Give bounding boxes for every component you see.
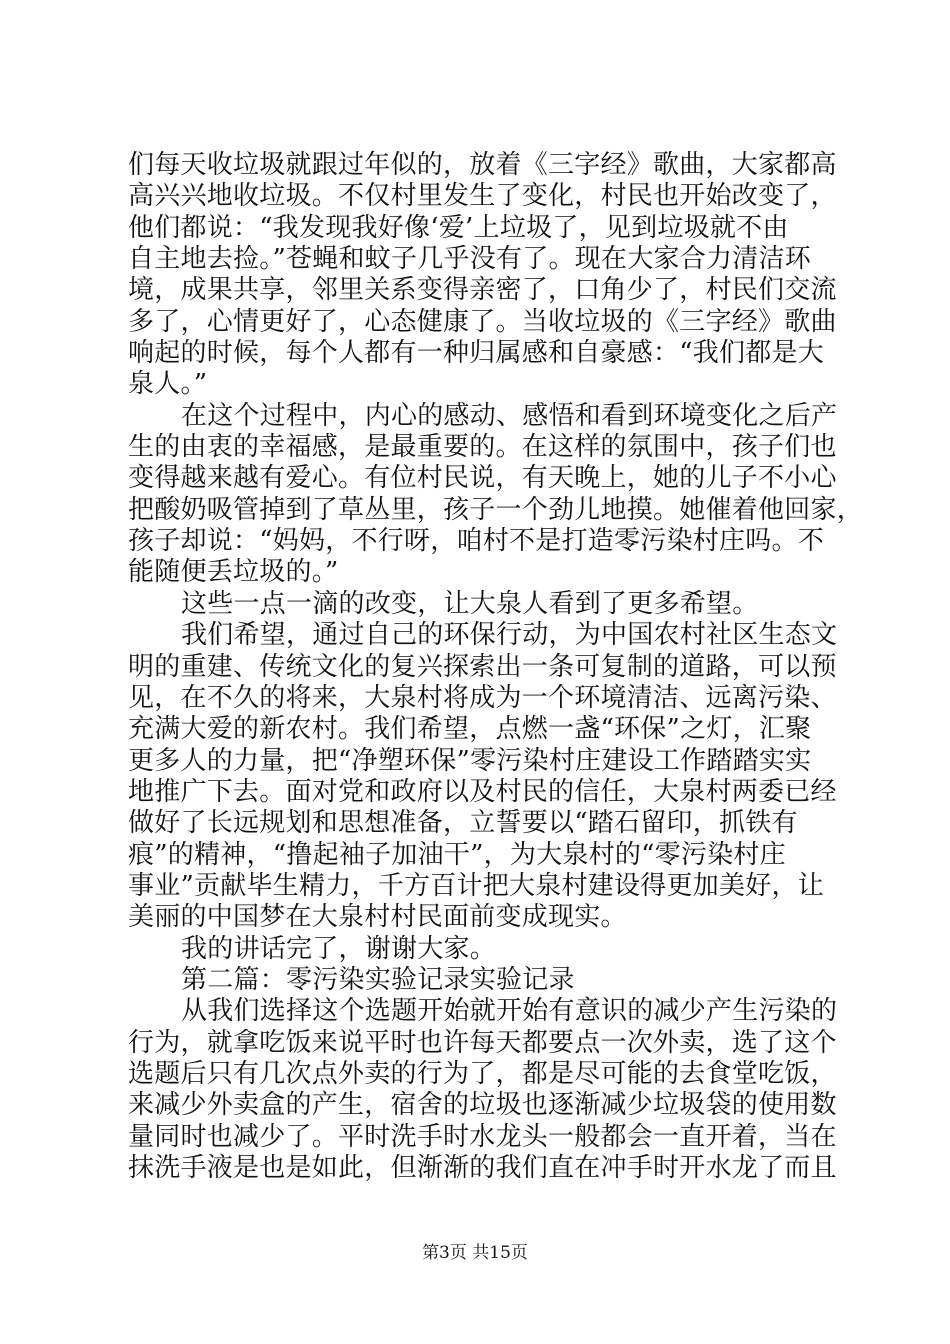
text-line: 地推广下去。面对党和政府以及村民的信任，大泉村两委已经 [128,776,837,807]
body-text [128,150,864,1184]
page-number-footer: 第3页 共15页 [422,1243,528,1263]
paragraph-start-line: 在这个过程中，内心的感动、感悟和看到环境变化之后产 [181,400,838,431]
paragraph-start-line: 我们希望，通过自己的环保行动，为中国农村社区生态文 [181,620,838,651]
text-line: 更多人的力量，把“净塑环保”零污染村庄建设工作踏踏实实 [128,745,812,776]
text-line: 事业”贡献毕生精力，千方百计把大泉村建设得更加美好，让 [128,870,825,901]
text-line: 行为，就拿吃饭来说平时也许每天都要点一次外卖，选了这个 [128,1027,837,1058]
text-line: 他们都说：“我发现我好像‘爱’上垃圾了，见到垃圾就不由 [128,212,789,243]
text-line: 量同时也减少了。平时洗手时水龙头一般都会一直开着，当在 [128,1121,837,1152]
paragraph-start-line: 从我们选择这个选题开始就开始有意识的减少产生污染的 [181,996,838,1027]
text-line: 把酸奶吸管掉到了草丛里，孩子一个劲儿地摸。她催着他回家， [128,494,864,525]
text-line: 孩子却说：“妈妈，不行呀，咱村不是打造零污染村庄吗。不 [128,526,825,557]
paragraph-start-line: 我的讲话完了，谢谢大家。 [181,933,497,964]
text-line: 来减少外卖盒的产生，宿舍的垃圾也逐渐减少垃圾袋的使用数 [128,1090,837,1121]
text-line: 们每天收垃圾就跟过年似的，放着《三字经》歌曲，大家都高 [128,150,837,180]
text-line: 生的由衷的幸福感，是最重要的。在这样的氛围中，孩子们也 [128,432,837,463]
text-line: 泉人。” [128,369,208,400]
text-line: 明的重建、传统文化的复兴探索出一条可复制的道路，可以预 [128,651,837,682]
text-line: 痕”的精神，“撸起袖子加油干”，为大泉村的“零污染村庄 [128,839,786,870]
text-line: 见，在不久的将来，大泉村将成为一个环境清洁、远离污染、 [128,682,837,713]
section-heading: 第二篇：零污染实验记录实验记录 [181,964,575,995]
text-line: 充满大爱的新农村。我们希望，点燃一盏“环保”之灯，汇聚 [128,714,812,745]
text-line: 变得越来越有爱心。有位村民说，有天晚上，她的儿子不小心 [128,463,837,494]
text-line: 美丽的中国梦在大泉村村民面前变成现实。 [128,902,627,933]
text-line: 自主地去捡。”苍蝇和蚊子几乎没有了。现在大家合力清洁环 [128,244,812,275]
text-line: 境，成果共享，邻里关系变得亲密了，口角少了，村民们交流 [128,275,837,306]
text-line: 响起的时候，每个人都有一种归属感和自豪感：“我们都是大 [128,338,825,369]
text-line: 高兴兴地收垃圾。不仅村里发生了变化，村民也开始改变了， [128,181,837,212]
text-line: 多了，心情更好了，心态健康了。当收垃圾的《三字经》歌曲 [128,306,837,337]
paragraph-start-line: 这些一点一滴的改变，让大泉人看到了更多希望。 [181,588,759,619]
text-line: 抹洗手液是也是如此，但渐渐的我们直在冲手时开水龙了而且 [128,1153,837,1183]
text-line: 做好了长远规划和思想准备，立誓要以“踏石留印，抓铁有 [128,808,798,839]
text-line: 选题后只有几次点外卖的行为了，都是尽可能的去食堂吃饭， [128,1058,837,1089]
text-line: 能随便丢垃圾的。” [128,557,339,588]
